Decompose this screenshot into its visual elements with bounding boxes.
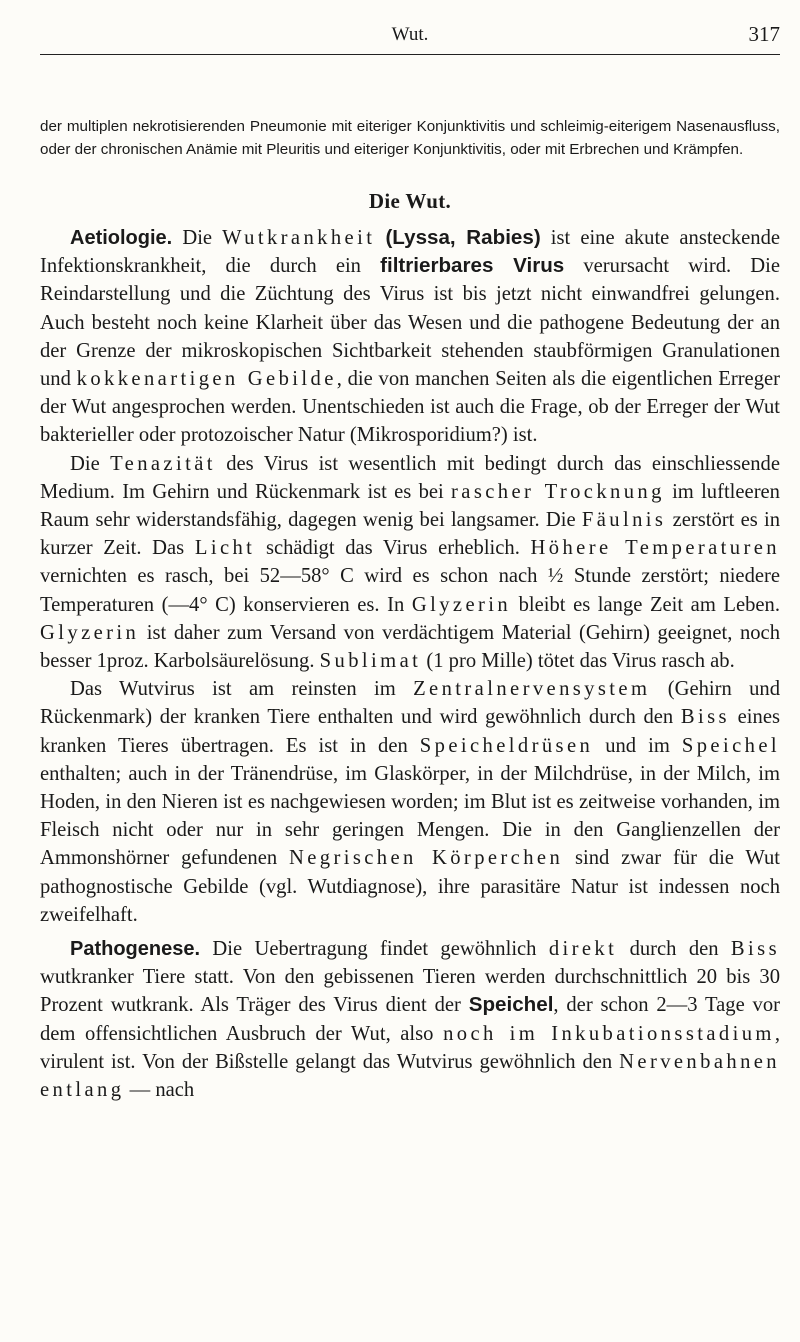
emphasis-spaced: Glyzerin — [40, 621, 140, 644]
text-run: Die — [70, 452, 111, 475]
text-run: zerstört es in kurzer Zeit. Das — [40, 509, 781, 560]
emphasis-spaced: Speicheldrüsen — [419, 734, 594, 757]
emphasis-spaced: rascher Trocknung — [451, 480, 665, 503]
emphasis-spaced: Biss — [730, 938, 780, 961]
emphasis-spaced: Licht — [194, 537, 256, 560]
emphasis-spaced: kokkenartigen Gebilde — [76, 368, 337, 391]
emphasis-spaced: Höhere Temperaturen — [530, 537, 781, 560]
text-run: eines kranken Tieres übertragen. Es ist in den — [40, 706, 780, 757]
emphasis-spaced: Biss — [680, 706, 730, 729]
text-run — [375, 227, 385, 249]
text-run: enthalten; auch in der Tränendrüse, im Glaskörper, in der Milchdrüse, in der Milch, im Hoden, in den Nieren ist es nachgewiesen worden; im Blut ist es zeitweise vorhanden, im Fleisch nicht oder nur in sehr geringen Mengen. Die in den Ganglienzellen der Ammonshörner gefundenen — [40, 762, 780, 870]
emphasis-bold: (Lyssa, Rabies) — [385, 226, 541, 249]
intro-paragraph: der multiplen nekrotisierenden Pneumonie mit eiteriger Konjunktivitis und schleimig-eiterigem Nasenausfluss, oder der chronischen Anämie mit Pleuritis und eiteriger Konjunktivitis, oder mit Erbrechen und Krämpfen. — [40, 118, 780, 158]
emphasis-spaced: Speichel — [681, 734, 780, 757]
text-run: Das Wutvirus ist am reinsten im — [70, 678, 414, 701]
text-run: (Gehirn und Rückenmark) der kranken Tiere enthalten und wird gewöhnlich durch den — [40, 678, 780, 729]
text-run: ist eine akute ansteckende Infektionskrankheit, die durch ein — [40, 227, 781, 278]
section-title: Die Wut. — [368, 189, 452, 213]
text-run: ist daher zum Versand von verdächtigem Material (Gehirn) geeignet, noch besser 1proz. Karbolsäurelösung. — [40, 621, 780, 673]
text-run: des Virus ist wesentlich mit bedingt durch das einschliessende Medium. Im Gehirn und Rückenmark ist es bei — [40, 452, 780, 503]
paragraph-aetiologie — [40, 224, 780, 450]
page-number: 317 — [748, 22, 780, 46]
text-run: im luftleeren Raum sehr widerstandsfähig, dagegen wenig bei langsamer. Die — [40, 480, 780, 532]
text-run: durch den — [617, 938, 731, 961]
emphasis-bold: Speichel — [468, 993, 554, 1017]
text-run: Die — [172, 227, 223, 249]
page-content — [40, 116, 780, 1104]
emphasis-spaced: Fäulnis — [581, 509, 667, 532]
emphasis-spaced: Nervenbahnen entlang — [40, 1050, 780, 1102]
text-run: und im — [593, 734, 682, 757]
text-run: , die von manchen Seiten als die eigentlichen Erreger der Wut angesprochen werden. Unentschieden ist auch die Frage, ob der Erreger der Wut bakterieller oder protozoischer Natur (Mikrosporidium?) ist. — [40, 368, 780, 447]
emphasis-spaced: Sublimat — [319, 650, 422, 673]
emphasis-spaced: Negrischen Körperchen — [288, 847, 564, 870]
paragraph-pathogenese — [40, 935, 780, 1104]
text-run: — nach — [124, 1079, 195, 1102]
text-run: vernichten es rasch, bei 52—58° C wird es schon nach ½ Stunde zerstört; niedere Temperaturen (—4° C) konservieren es. In — [40, 565, 780, 616]
text-run: schädigt das Virus erheblich. — [255, 537, 531, 560]
subheading-aetiologie: Aetiologie. — [70, 227, 173, 249]
text-run: wutkranker Tiere statt. Von den gebissenen Tieren werden durchschnittlich 20 bis 30 Prozent wutkrank. Als Träger des Virus dient der — [40, 966, 780, 1017]
emphasis-spaced: Tenazität — [110, 452, 216, 475]
text-run: Die Uebertragung findet gewöhnlich — [200, 938, 549, 961]
text-run: sind zwar für die Wut pathognostische Gebilde (vgl. Wutdiagnose), ihre parasitäre Natur ist indessen noch zweifelhaft. — [40, 847, 781, 926]
emphasis-bold: filtrierbares Virus — [380, 254, 565, 278]
text-run: bleibt es lange Zeit am Leben. — [511, 593, 780, 616]
paragraph-tenazitaet — [40, 450, 780, 676]
text-run: (1 pro Mille) tötet das Virus rasch ab. — [421, 650, 735, 673]
page-header — [40, 14, 780, 55]
emphasis-spaced: Wutkrankheit — [222, 227, 376, 249]
paragraph-wutvirus — [40, 675, 780, 929]
running-title: Wut. — [391, 24, 429, 45]
emphasis-spaced: Glyzerin — [411, 593, 512, 616]
text-run: , der schon 2—3 Tage vor dem offensichtlichen Ausbruch der Wut, also — [40, 994, 780, 1045]
emphasis-spaced: noch im Inkubationsstadium — [443, 1022, 775, 1045]
emphasis-spaced: direkt — [548, 938, 618, 961]
subheading-pathogenese: Pathogenese. — [70, 938, 201, 961]
text-run: , virulent ist. Von der Bißstelle gelangt das Wutvirus gewöhnlich den — [40, 1022, 781, 1073]
emphasis-spaced: Zentralnervensystem — [413, 678, 651, 701]
body-text — [40, 224, 780, 1104]
text-run: verursacht wird. Die Reindarstellung und die Züchtung des Virus ist bis jetzt nicht einwandfrei gelungen. Auch besteht noch keine Klarheit über das Wesen und die pathogene Bedeutung der an der Grenze der mikroskopischen Sichtbarkeit stehenden staubförmigen Granulationen und — [40, 255, 780, 391]
